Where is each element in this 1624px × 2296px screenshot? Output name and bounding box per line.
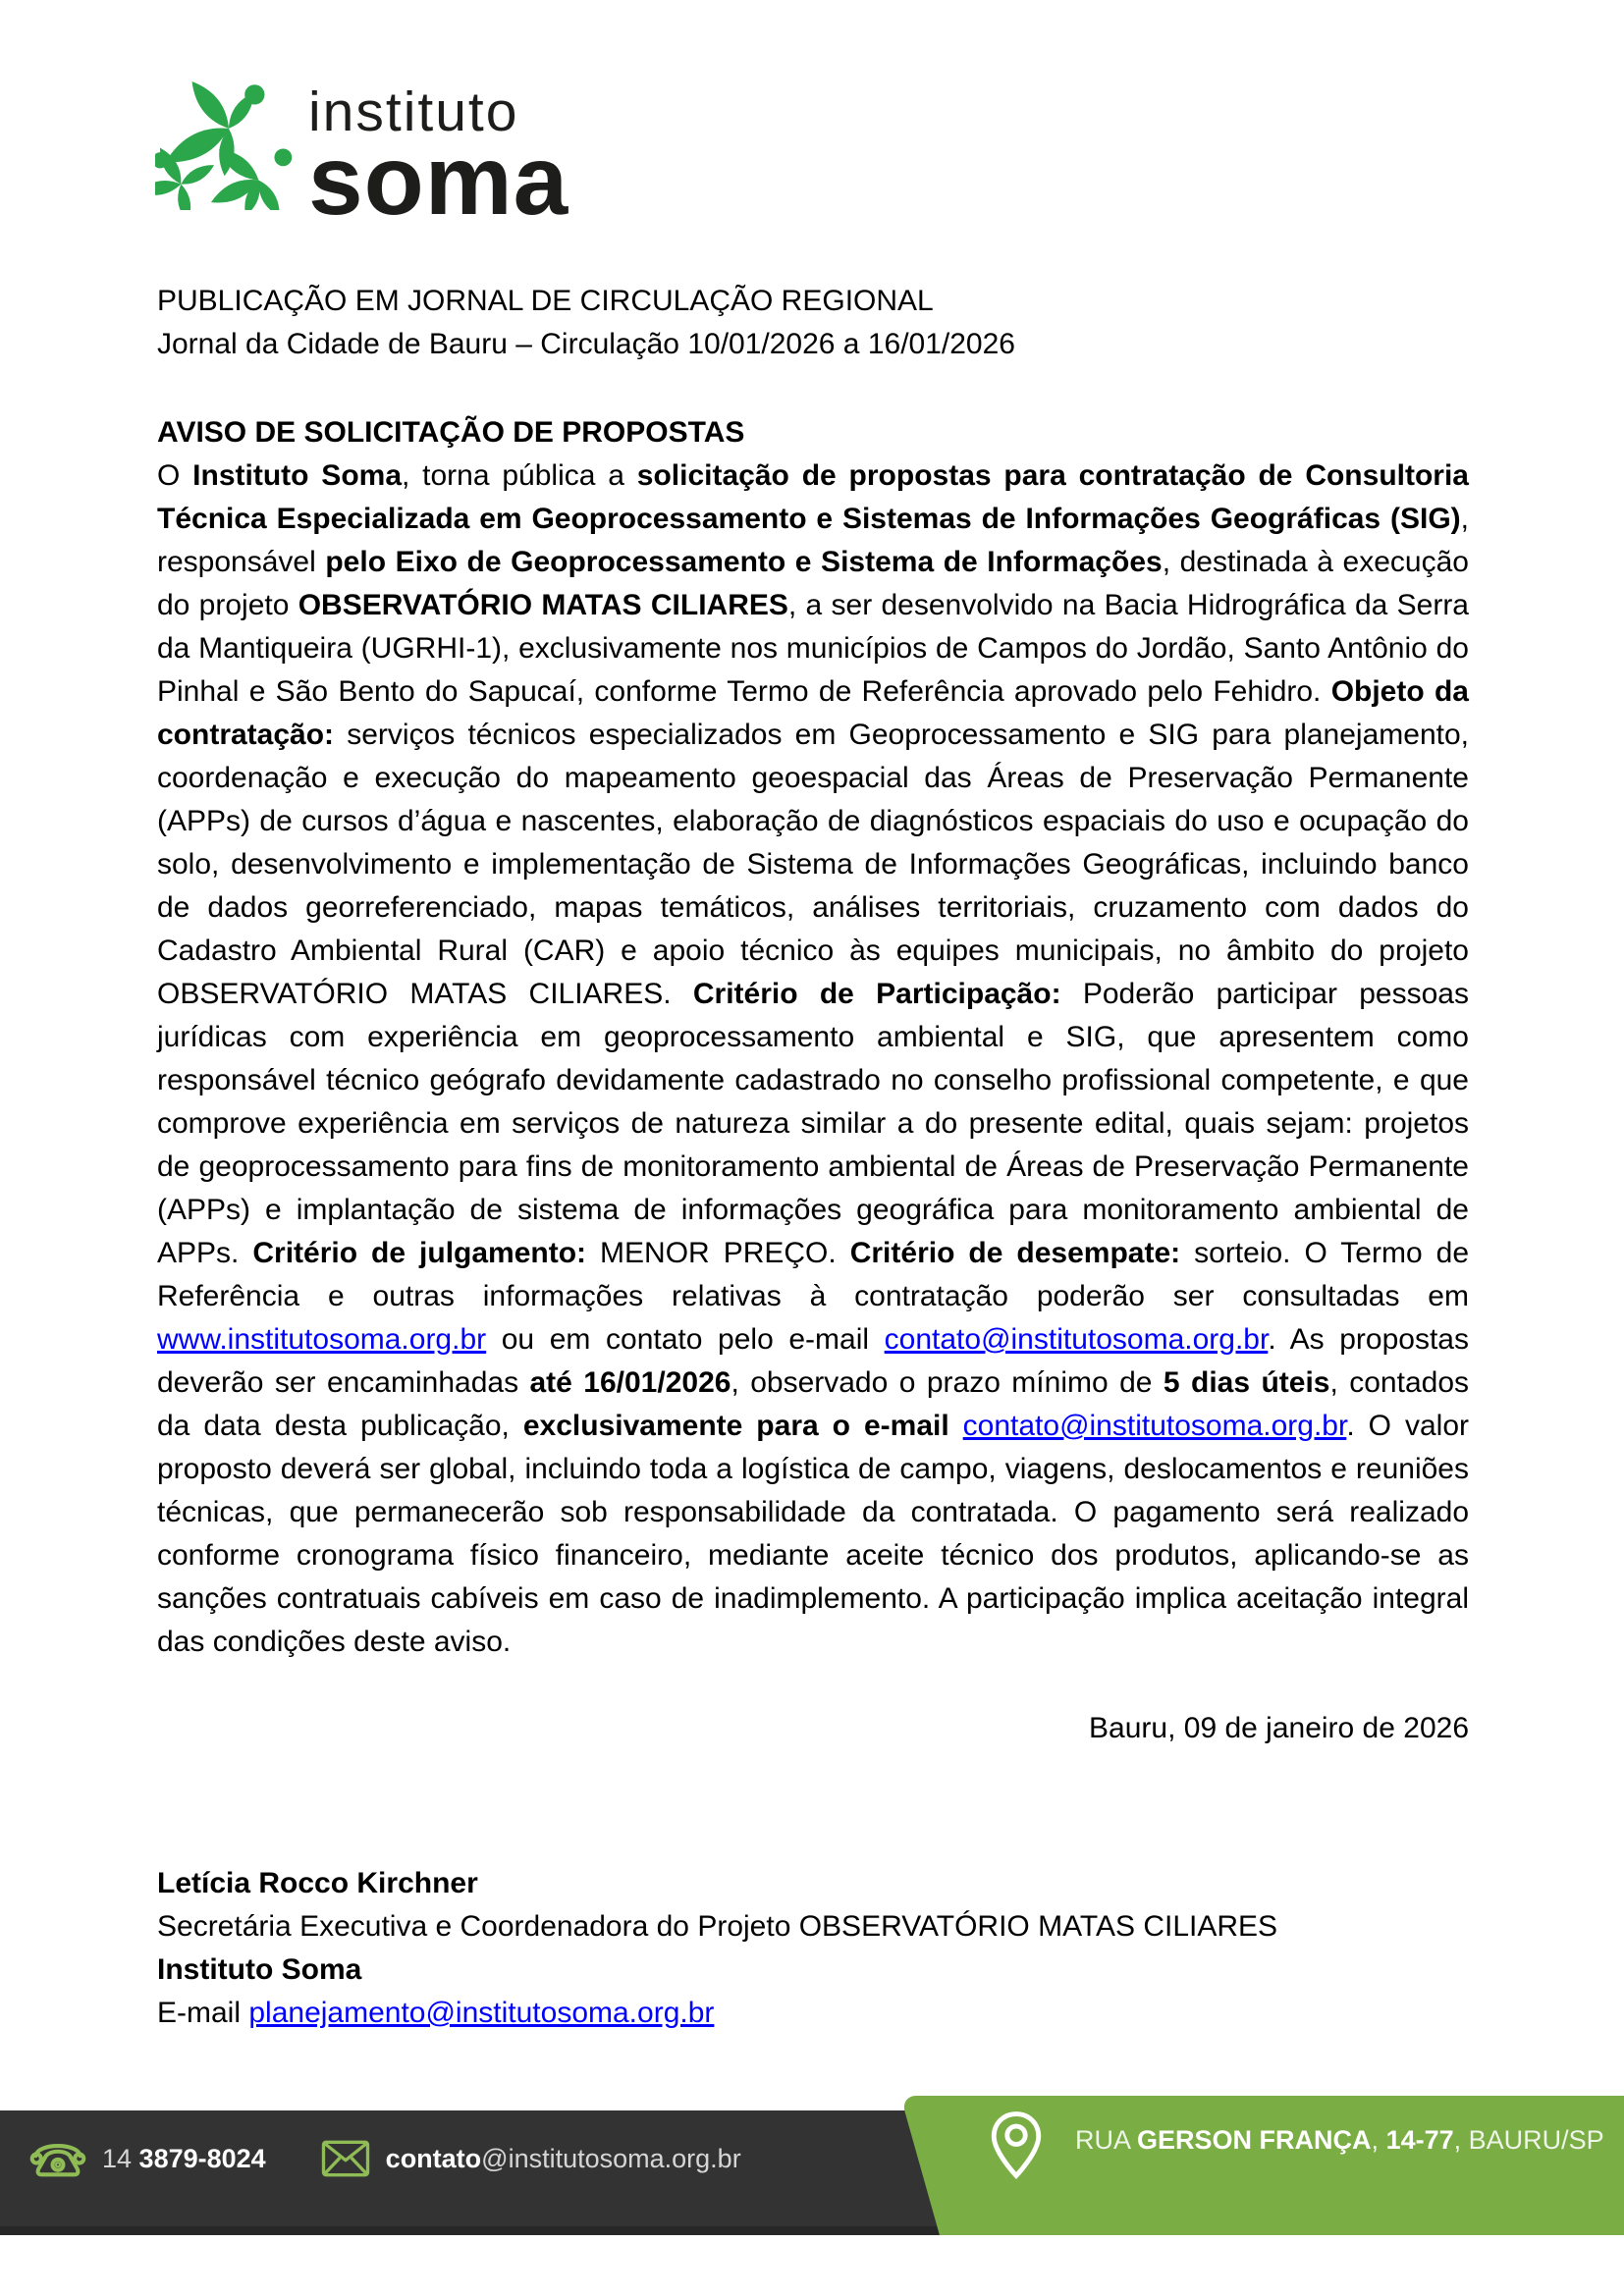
email-user: contato (385, 2143, 482, 2173)
bold-text-run: Critério de julgamento: (252, 1237, 587, 1269)
text-run: , destinada à execução do projeto (157, 546, 1469, 621)
bold-text-run: exclusivamente para o e-mail (522, 1410, 963, 1442)
text-run: serviços técnicos especializados em Geoprocessamento e SIG para planejamento, coordenação e execução do mapeamento geoespacial das Áreas de Preservação Permanente (APPs) de cursos d’água e nascentes, elaboração de diagnósticos espaciais do uso e ocupação do solo, desenvolvimento e implementação de Sistema de Informações Geográficas, incluindo banco de dados georreferenciado, mapas temáticos, análises territoriais, cruzamento com dados do Cadastro Ambiental Rural (CAR) e apoio técnico às equipes municipais, no âmbito do projeto OBSERVATÓRIO MATAS CILIARES. (157, 719, 1469, 1010)
text-run: sorteio. O Termo de Referência e outras informações relativas à contratação poderão ser consultadas em (157, 1237, 1470, 1312)
document-content (157, 280, 1469, 2035)
envelope-icon (321, 2137, 370, 2180)
signature-role: Secretária Executiva e Coordenadora do Projeto OBSERVATÓRIO MATAS CILIARES (157, 1910, 1278, 1943)
text-run: , observado o prazo mínimo de (731, 1366, 1164, 1399)
address-number: 14-77 (1385, 2125, 1454, 2155)
footer-address-block (900, 2096, 1624, 2235)
publication-header-line2: Jornal da Cidade de Bauru – Circulação 10/01/2026 a 16/01/2026 (157, 328, 1015, 360)
phone-area-code: 14 (102, 2143, 139, 2173)
text-run: ou em contato pelo e-mail (486, 1323, 885, 1356)
bold-text-run: OBSERVATÓRIO MATAS CILIARES (298, 589, 788, 621)
date-line: Bauru, 09 de janeiro de 2026 (1089, 1712, 1469, 1744)
text-run: . O valor proposto deverá ser global, incluindo toda a logística de campo, viagens, deslocamentos e reuniões técnicas, que permanecerão sob responsabilidade da contratada. O pagamento será realizado conforme cronograma físico financeiro, mediante aceite técnico dos produtos, aplicando-se as sanções contratuais cabíveis em caso de inadimplemento. A participação implica aceitação integral das condições deste aviso. (157, 1410, 1469, 1658)
text-run: Poderão participar pessoas jurídicas com experiência em geoprocessamento ambiental e SIG, que apresentem como responsável técnico geógrafo devidamente cadastrado no conselho profissional competente, e que comprove experiência em serviços de natureza similar a do presente edital, quais sejam: projetos de geoprocessamento para fins de monitoramento ambiental de Áreas de Preservação Permanente (APPs) e implantação de sistema de informações geográfica para monitoramento ambiental de APPs. (157, 978, 1469, 1269)
address-separator: , (1371, 2125, 1386, 2155)
inline-link[interactable]: contato@institutosoma.org.br (962, 1410, 1347, 1442)
email-domain: @institutosoma.org.br (481, 2143, 741, 2173)
logo-leaves-icon (155, 69, 304, 210)
instituto-soma-logo (155, 69, 569, 236)
text-run: , responsável (157, 503, 1469, 578)
bold-text-run: até 16/01/2026 (529, 1366, 731, 1399)
signature-email-line (157, 1992, 1469, 2035)
bold-text-run: Critério de desempate: (849, 1237, 1181, 1269)
bold-text-run: 5 dias úteis (1163, 1366, 1330, 1399)
bold-text-run: Instituto Soma (192, 459, 402, 492)
signature-name: Letícia Rocco Kirchner (157, 1867, 478, 1899)
address-separator: , (1453, 2125, 1469, 2155)
logo-word-soma: soma (308, 126, 569, 236)
logo-word-instituto: instituto (308, 80, 519, 143)
footer-address-text (1075, 2125, 1604, 2156)
bold-text-run: solicitação de propostas para contratação de Consultoria Técnica Especializada em Geoprocessamento e Sistemas de Informações Geográficas (SIG) (157, 459, 1469, 535)
address-city: BAURU/SP (1468, 2125, 1604, 2155)
text-run: MENOR PREÇO. (586, 1237, 850, 1269)
footer-email (321, 2126, 741, 2191)
bold-text-run: pelo Eixo de Geoprocessamento e Sistema de Informações (325, 546, 1163, 578)
bold-text-run: Critério de Participação: (692, 978, 1061, 1010)
inline-link[interactable]: contato@institutosoma.org.br (884, 1323, 1269, 1356)
phone-number: 3879-8024 (138, 2143, 266, 2173)
text-run: . As propostas deverão ser encaminhadas (157, 1323, 1469, 1399)
publication-header-line1: PUBLICAÇÃO EM JORNAL DE CIRCULAÇÃO REGIONAL (157, 285, 934, 317)
footer-phone (29, 2126, 266, 2191)
notice-body (157, 454, 1469, 1664)
bold-text-run: Objeto da contratação: (157, 675, 1469, 751)
phone-icon (29, 2135, 86, 2182)
footer-email-text (386, 2144, 741, 2174)
location-pin-icon (991, 2109, 1042, 2180)
logo-wordmark (308, 80, 569, 236)
signature-block (157, 1862, 1469, 2035)
address-street: GERSON FRANÇA (1137, 2125, 1372, 2155)
address-prefix: RUA (1075, 2125, 1138, 2155)
inline-link[interactable]: www.institutosoma.org.br (157, 1323, 487, 1356)
text-run: , torna pública a (402, 459, 637, 492)
signature-org: Instituto Soma (157, 1953, 362, 1986)
footer-phone-text (102, 2144, 266, 2174)
text-run: , a ser desenvolvido na Bacia Hidrográfica da Serra da Mantiqueira (UGRHI-1), exclusivamente nos municípios de Campos do Jordão, Santo Antônio do Pinhal e São Bento do Sapucaí, conforme Termo de Referência aprovado pelo Fehidro. (157, 589, 1469, 708)
notice-title: AVISO DE SOLICITAÇÃO DE PROPOSTAS (157, 416, 745, 449)
text-run: , contados da data desta publicação, (157, 1366, 1470, 1442)
footer-address-inner (900, 2096, 1624, 2235)
signature-email-link[interactable]: planejamento@institutosoma.org.br (248, 1997, 715, 2029)
signature-email-label: E-mail (157, 1997, 249, 2029)
text-run: O (157, 459, 193, 492)
